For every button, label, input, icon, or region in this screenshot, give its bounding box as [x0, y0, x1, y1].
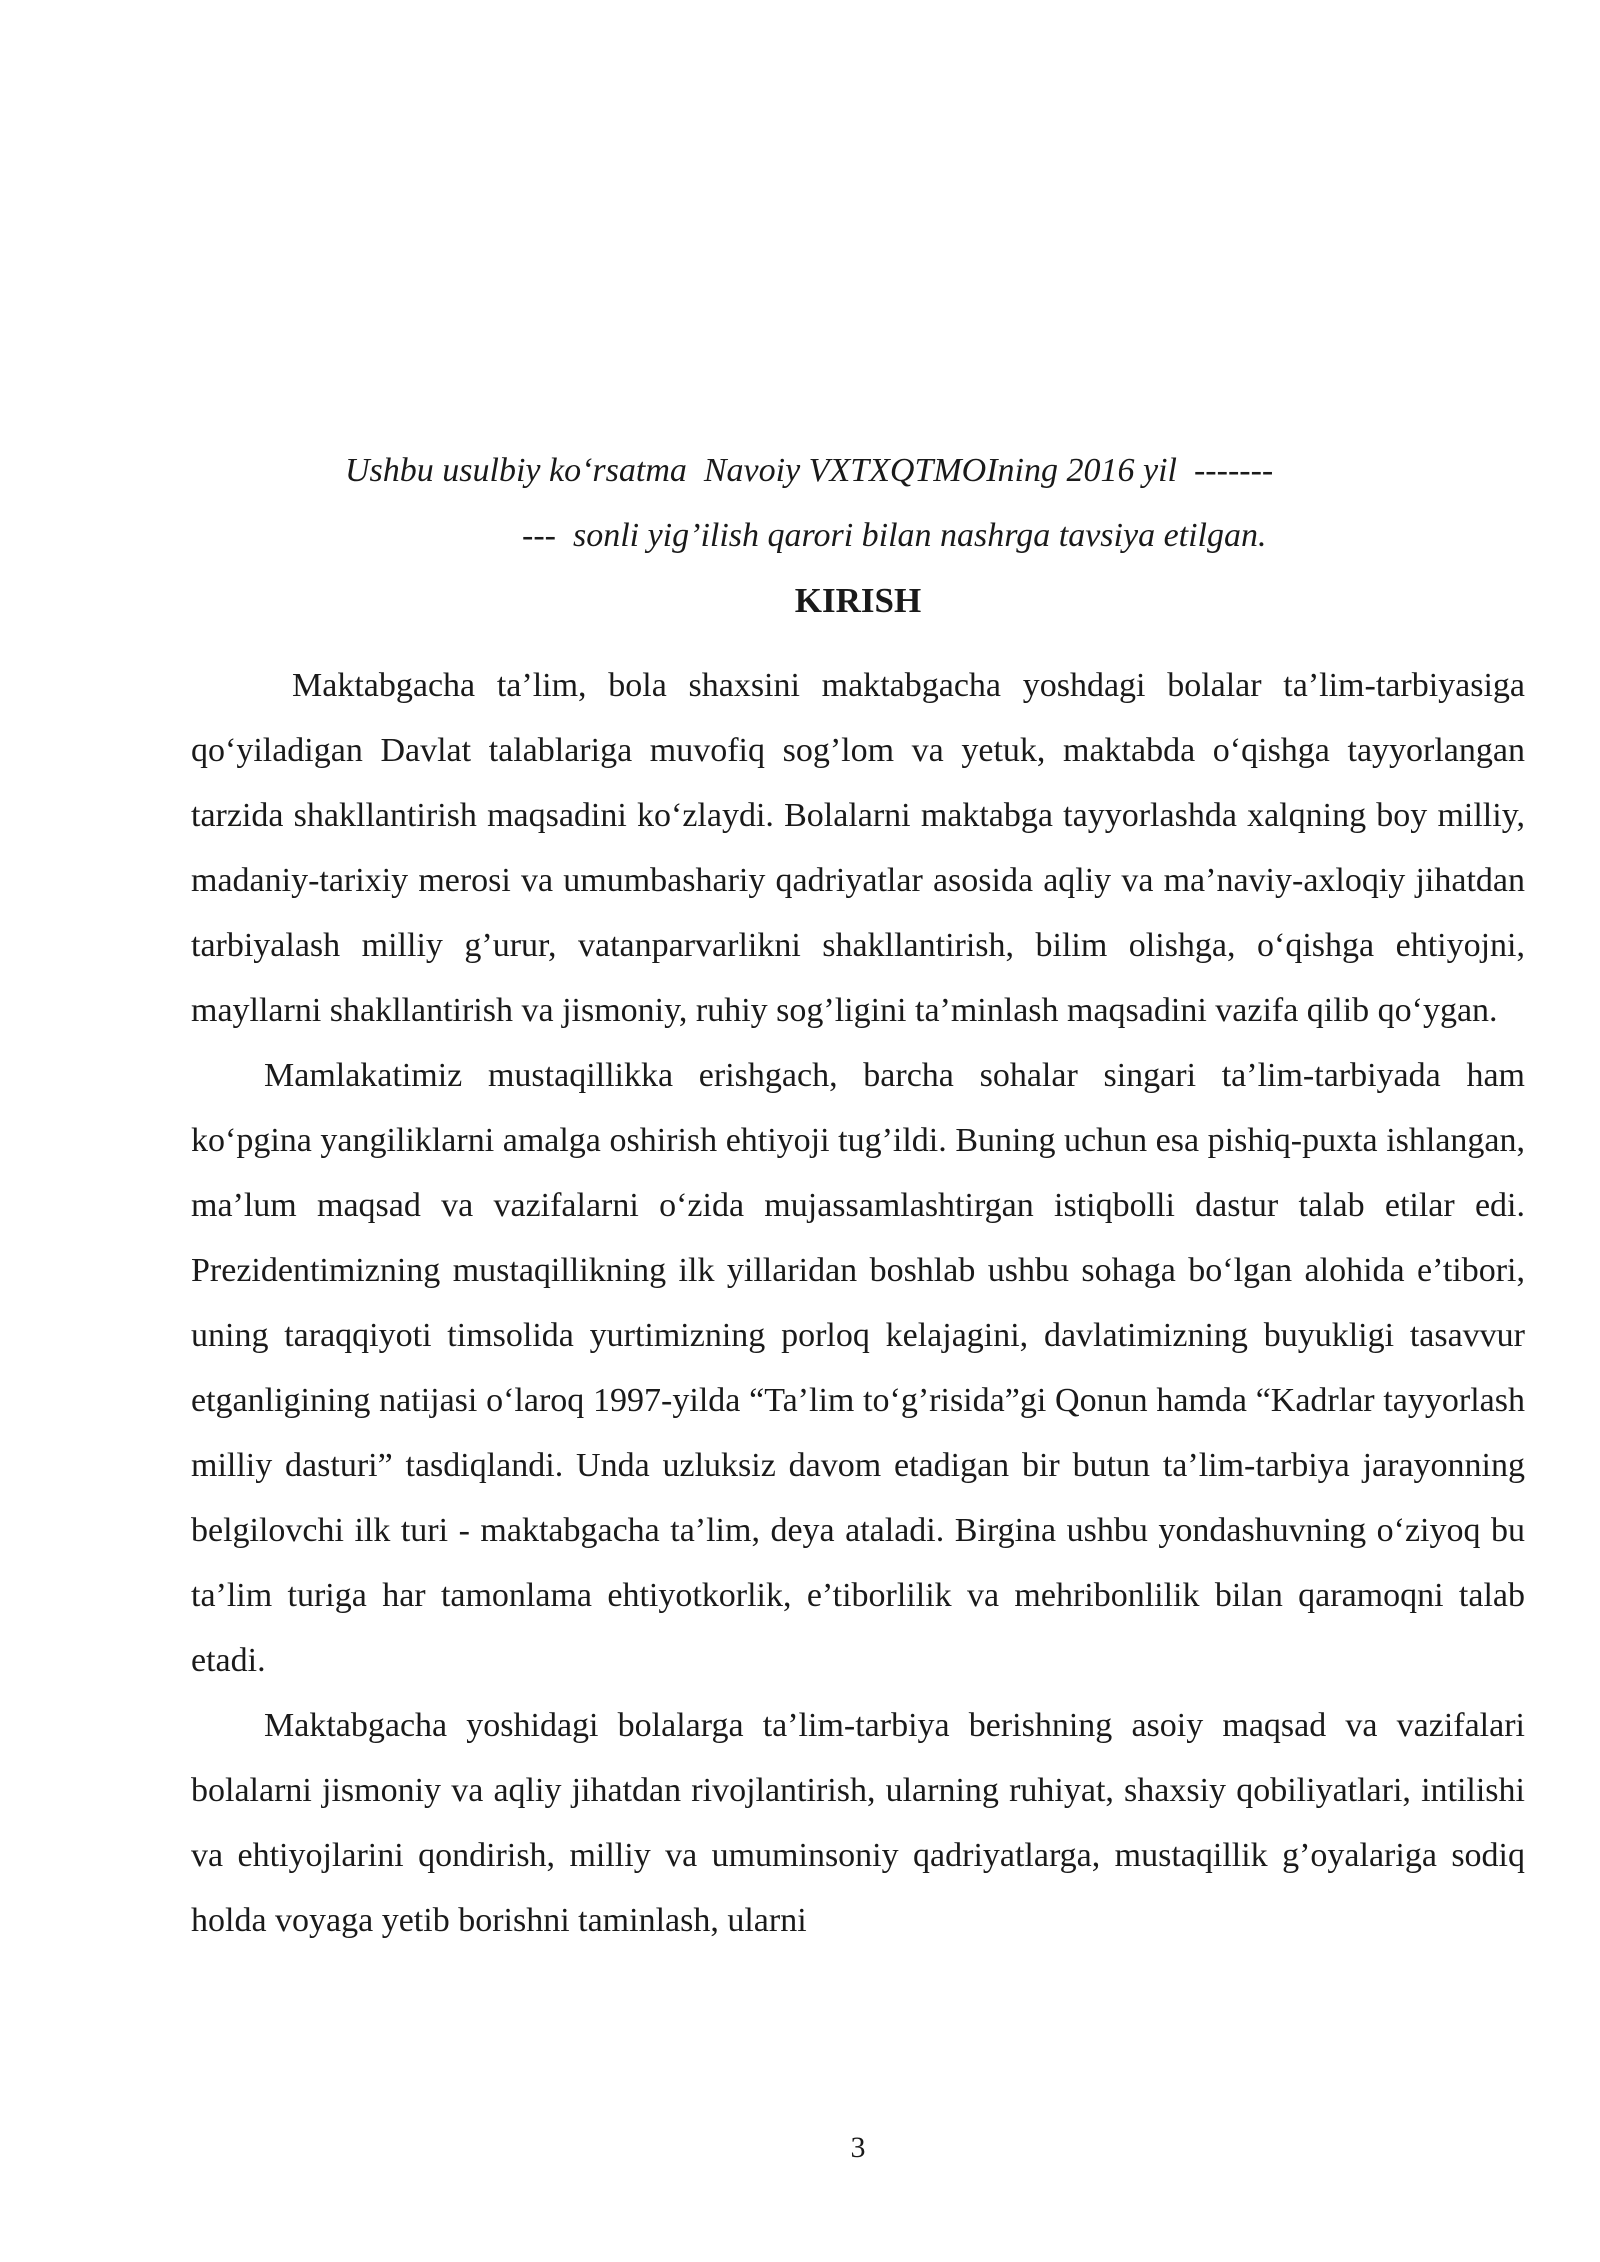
body-text	[191, 653, 1525, 1953]
paragraph-1: Maktabgacha ta’lim, bola shaxsini maktabgacha yoshdagi bolalar ta’lim-tarbiyasiga qo‘yiladigan Davlat talablariga muvofiq sog’lom va yetuk, maktabda o‘qishga tayyorlangan tarzida shakllantirish maqsadini ko‘zlaydi. Bolalarni maktabga tayyorlashda xalqning boy milliy, madaniy-tarixiy merosi va umumbashariy qadriyatlar asosida aqliy va ma’naviy-axloqiy jihatdan tarbiyalash milliy g’urur, vatanparvarlikni shakllantirish, bilim olishga, o‘qishga ehtiyojni, mayllarni shakllantirish va jismoniy, ruhiy sog’ligini ta’minlash maqsadini vazifa qilib qo‘ygan.	[191, 667, 1525, 1029]
paragraph-2: Mamlakatimiz mustaqillikka erishgach, barcha sohalar singari ta’lim-tarbiyada ham ko‘pgina yangiliklarni amalga oshirish ehtiyoji tug’ildi. Buning uchun esa pishiq-puxta ishlangan, ma’lum maqsad va vazifalarni o‘zida mujassamlashtirgan istiqbolli dastur talab etilar edi. Prezidentimizning mustaqillikning ilk yillaridan boshlab ushbu sohaga bo‘lgan alohida e’tibori, uning taraqqiyoti timsolida yurtimizning porloq kelajagini, davlatimizning buyukligi tasavvur etganligining natijasi o‘laroq 1997-yilda “Ta’lim to‘g’risida”gi Qonun hamda “Kadrlar tayyorlash milliy dasturi” tasdiqlandi. Unda uzluksiz davom etadigan bir butun ta’lim-tarbiya jarayonning belgilovchi ilk turi - maktabgacha ta’lim, deya ataladi. Birgina ushbu yondashuvning o‘ziyoq bu ta’lim turiga har tamonlama ehtiyotkorlik, e’tiborlilik va mehribonlilik bilan qaramoqni talab etadi.	[191, 1057, 1525, 1679]
approval-note-line-2: --- sonli yig’ilish qarori bilan nashrga tavsiya etilgan.	[522, 517, 1267, 554]
page-number: 3	[850, 2131, 866, 2164]
paragraph-3: Maktabgacha yoshidagi bolalarga ta’lim-tarbiya berishning asoiy maqsad va vazifalari bolalarni jismoniy va aqliy jihatdan rivojlantirish, ularning ruhiyat, shaxsiy qobiliyatlari, intilishi va ehtiyojlarini qondirish, milliy va umuminsoniy qadriyatlarga, mustaqillik g’oyalariga sodiq holda voyaga yetib borishni taminlash, ularni	[191, 1707, 1525, 1939]
section-heading: KIRISH	[794, 581, 922, 620]
approval-note-line-1: Ushbu usulbiy ko‘rsatma Navoiy VXTXQTMOIning 2016 yil -------	[345, 452, 1274, 489]
